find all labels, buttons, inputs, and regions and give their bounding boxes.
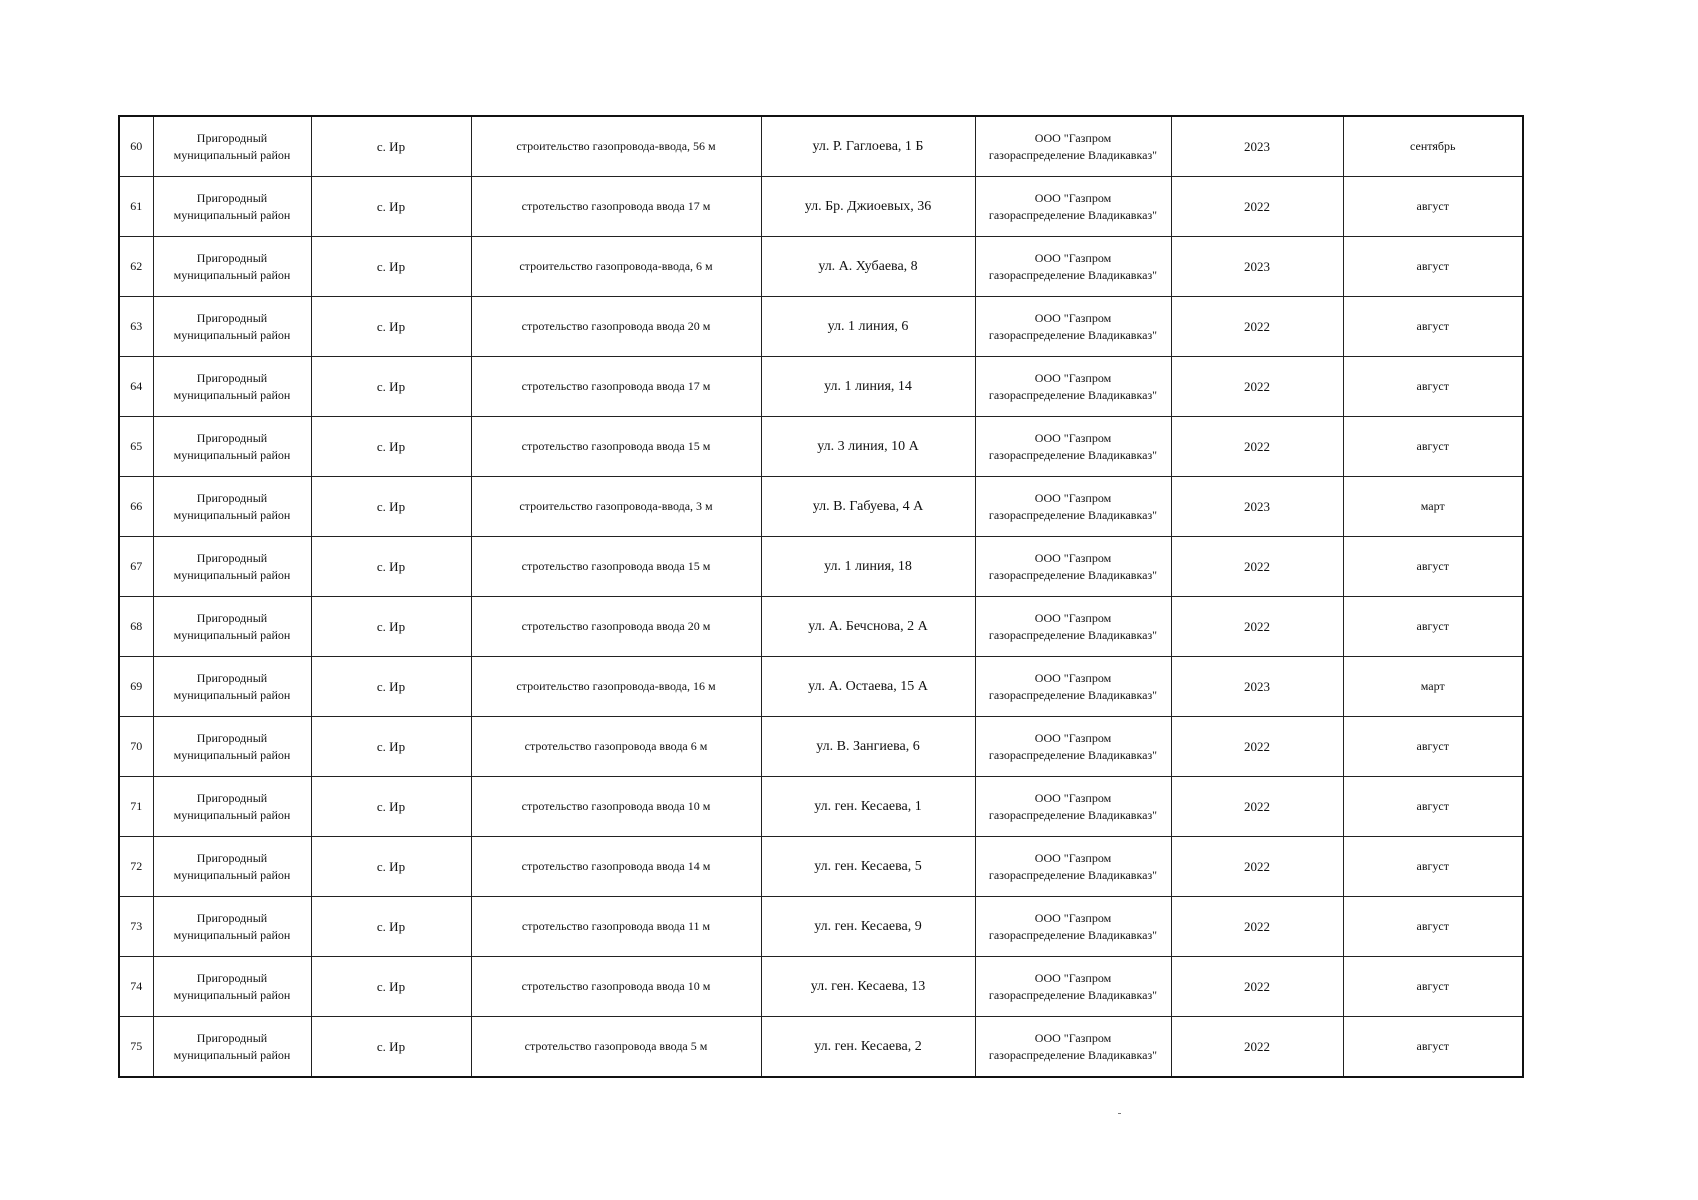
district-line-2: муниципальный район bbox=[173, 687, 291, 702]
district-cell bbox=[153, 116, 311, 177]
table-row bbox=[119, 957, 1523, 1017]
village-cell: с. Ир bbox=[311, 957, 471, 1017]
year-cell: 2022 bbox=[1171, 357, 1343, 417]
organization-cell bbox=[975, 837, 1171, 897]
district-cell bbox=[153, 897, 311, 957]
month-cell: сентябрь bbox=[1343, 116, 1523, 177]
month-cell: август bbox=[1343, 1017, 1523, 1078]
organization-line-1: ООО "Газпром bbox=[1034, 310, 1112, 325]
organization-line-1: ООО "Газпром bbox=[1034, 790, 1112, 805]
district-cell bbox=[153, 477, 311, 537]
organization-cell bbox=[975, 1017, 1171, 1078]
address-cell: ул. ген. Кесаева, 5 bbox=[761, 837, 975, 897]
district-cell bbox=[153, 837, 311, 897]
district-line-2: муниципальный район bbox=[173, 207, 291, 222]
district-line-1: Пригородный bbox=[196, 490, 268, 505]
table-row bbox=[119, 717, 1523, 777]
district-cell bbox=[153, 717, 311, 777]
month-cell: август bbox=[1343, 837, 1523, 897]
organization-line-2: газораспределение Владикавказ" bbox=[988, 927, 1158, 942]
organization-line-2: газораспределение Владикавказ" bbox=[988, 567, 1158, 582]
address-cell: ул. В. Габуева, 4 А bbox=[761, 477, 975, 537]
district-line-1: Пригородный bbox=[196, 130, 268, 145]
district-cell bbox=[153, 177, 311, 237]
row-number: 67 bbox=[119, 537, 153, 597]
organization-line-2: газораспределение Владикавказ" bbox=[988, 807, 1158, 822]
organization-line-2: газораспределение Владикавказ" bbox=[988, 207, 1158, 222]
row-number: 64 bbox=[119, 357, 153, 417]
district-line-2: муниципальный район bbox=[173, 327, 291, 342]
organization-cell bbox=[975, 597, 1171, 657]
row-number: 75 bbox=[119, 1017, 153, 1078]
district-line-2: муниципальный район bbox=[173, 627, 291, 642]
year-cell: 2022 bbox=[1171, 537, 1343, 597]
row-number: 72 bbox=[119, 837, 153, 897]
address-cell: ул. А. Бечснова, 2 А bbox=[761, 597, 975, 657]
work-description-cell: строительство газопровода-ввода, 6 м bbox=[471, 237, 761, 297]
work-description-cell: стротельство газопровода ввода 17 м bbox=[471, 357, 761, 417]
month-cell: август bbox=[1343, 417, 1523, 477]
month-cell: август bbox=[1343, 237, 1523, 297]
year-cell: 2022 bbox=[1171, 1017, 1343, 1078]
table-row bbox=[119, 537, 1523, 597]
district-line-2: муниципальный район bbox=[173, 447, 291, 462]
address-cell: ул. 3 линия, 10 А bbox=[761, 417, 975, 477]
work-description-cell: стротельство газопровода ввода 15 м bbox=[471, 537, 761, 597]
work-description-cell: стротельство газопровода ввода 11 м bbox=[471, 897, 761, 957]
table-row bbox=[119, 477, 1523, 537]
table-row bbox=[119, 357, 1523, 417]
address-cell: ул. 1 линия, 14 bbox=[761, 357, 975, 417]
district-cell bbox=[153, 657, 311, 717]
address-cell: ул. ген. Кесаева, 1 bbox=[761, 777, 975, 837]
organization-line-2: газораспределение Владикавказ" bbox=[988, 447, 1158, 462]
district-cell bbox=[153, 237, 311, 297]
district-line-1: Пригородный bbox=[196, 550, 268, 565]
district-line-2: муниципальный район bbox=[173, 807, 291, 822]
table-row bbox=[119, 837, 1523, 897]
district-line-1: Пригородный bbox=[196, 670, 268, 685]
organization-line-1: ООО "Газпром bbox=[1034, 850, 1112, 865]
district-cell bbox=[153, 357, 311, 417]
month-cell: август bbox=[1343, 537, 1523, 597]
district-line-1: Пригородный bbox=[196, 430, 268, 445]
district-line-2: муниципальный район bbox=[173, 387, 291, 402]
village-cell: с. Ир bbox=[311, 837, 471, 897]
row-number: 61 bbox=[119, 177, 153, 237]
district-line-2: муниципальный район bbox=[173, 567, 291, 582]
month-cell: август bbox=[1343, 357, 1523, 417]
work-description-cell: строительство газопровода-ввода, 56 м bbox=[471, 116, 761, 177]
organization-cell bbox=[975, 897, 1171, 957]
district-line-2: муниципальный район bbox=[173, 1047, 291, 1062]
district-line-1: Пригородный bbox=[196, 730, 268, 745]
month-cell: август bbox=[1343, 597, 1523, 657]
month-cell: август bbox=[1343, 777, 1523, 837]
organization-cell bbox=[975, 537, 1171, 597]
district-line-2: муниципальный район bbox=[173, 147, 291, 162]
address-cell: ул. А. Хубаева, 8 bbox=[761, 237, 975, 297]
district-line-1: Пригородный bbox=[196, 850, 268, 865]
work-description-cell: строительство газопровода-ввода, 16 м bbox=[471, 657, 761, 717]
district-line-2: муниципальный район bbox=[173, 987, 291, 1002]
organization-line-1: ООО "Газпром bbox=[1034, 1030, 1112, 1045]
organization-line-1: ООО "Газпром bbox=[1034, 910, 1112, 925]
district-line-1: Пригородный bbox=[196, 370, 268, 385]
village-cell: с. Ир bbox=[311, 177, 471, 237]
work-description-cell: стротельство газопровода ввода 6 м bbox=[471, 717, 761, 777]
table-row bbox=[119, 657, 1523, 717]
district-cell bbox=[153, 537, 311, 597]
year-cell: 2022 bbox=[1171, 177, 1343, 237]
address-cell: ул. Р. Гаглоева, 1 Б bbox=[761, 116, 975, 177]
row-number: 66 bbox=[119, 477, 153, 537]
row-number: 65 bbox=[119, 417, 153, 477]
address-cell: ул. А. Остаева, 15 А bbox=[761, 657, 975, 717]
table-row bbox=[119, 417, 1523, 477]
organization-line-2: газораспределение Владикавказ" bbox=[988, 327, 1158, 342]
year-cell: 2023 bbox=[1171, 477, 1343, 537]
table-row bbox=[119, 297, 1523, 357]
village-cell: с. Ир bbox=[311, 777, 471, 837]
village-cell: с. Ир bbox=[311, 116, 471, 177]
village-cell: с. Ир bbox=[311, 237, 471, 297]
district-cell bbox=[153, 297, 311, 357]
organization-line-2: газораспределение Владикавказ" bbox=[988, 627, 1158, 642]
month-cell: март bbox=[1343, 657, 1523, 717]
district-line-1: Пригородный bbox=[196, 610, 268, 625]
district-cell bbox=[153, 597, 311, 657]
organization-line-1: ООО "Газпром bbox=[1034, 190, 1112, 205]
village-cell: с. Ир bbox=[311, 597, 471, 657]
organization-line-1: ООО "Газпром bbox=[1034, 430, 1112, 445]
organization-cell bbox=[975, 297, 1171, 357]
row-number: 71 bbox=[119, 777, 153, 837]
organization-line-2: газораспределение Владикавказ" bbox=[988, 267, 1158, 282]
address-cell: ул. ген. Кесаева, 2 bbox=[761, 1017, 975, 1078]
district-line-2: муниципальный район bbox=[173, 867, 291, 882]
work-description-cell: стротельство газопровода ввода 10 м bbox=[471, 777, 761, 837]
organization-cell bbox=[975, 357, 1171, 417]
address-cell: ул. 1 линия, 18 bbox=[761, 537, 975, 597]
month-cell: август bbox=[1343, 957, 1523, 1017]
organization-line-1: ООО "Газпром bbox=[1034, 970, 1112, 985]
scan-speck bbox=[1118, 1113, 1121, 1114]
year-cell: 2022 bbox=[1171, 417, 1343, 477]
month-cell: март bbox=[1343, 477, 1523, 537]
organization-line-1: ООО "Газпром bbox=[1034, 130, 1112, 145]
year-cell: 2022 bbox=[1171, 957, 1343, 1017]
address-cell: ул. ген. Кесаева, 13 bbox=[761, 957, 975, 1017]
organization-cell bbox=[975, 657, 1171, 717]
month-cell: август bbox=[1343, 897, 1523, 957]
village-cell: с. Ир bbox=[311, 897, 471, 957]
district-line-2: муниципальный район bbox=[173, 267, 291, 282]
organization-line-2: газораспределение Владикавказ" bbox=[988, 147, 1158, 162]
organization-line-2: газораспределение Владикавказ" bbox=[988, 507, 1158, 522]
year-cell: 2023 bbox=[1171, 657, 1343, 717]
table-row bbox=[119, 1017, 1523, 1078]
village-cell: с. Ир bbox=[311, 417, 471, 477]
row-number: 60 bbox=[119, 116, 153, 177]
address-cell: ул. ген. Кесаева, 9 bbox=[761, 897, 975, 957]
table-row bbox=[119, 777, 1523, 837]
work-description-cell: строительство газопровода-ввода, 3 м bbox=[471, 477, 761, 537]
work-description-cell: стротельство газопровода ввода 17 м bbox=[471, 177, 761, 237]
district-line-1: Пригородный bbox=[196, 250, 268, 265]
organization-cell bbox=[975, 957, 1171, 1017]
row-number: 68 bbox=[119, 597, 153, 657]
organization-cell bbox=[975, 116, 1171, 177]
work-description-cell: стротельство газопровода ввода 14 м bbox=[471, 837, 761, 897]
table-row bbox=[119, 897, 1523, 957]
year-cell: 2023 bbox=[1171, 237, 1343, 297]
district-line-2: муниципальный район bbox=[173, 927, 291, 942]
district-cell bbox=[153, 1017, 311, 1078]
organization-cell bbox=[975, 237, 1171, 297]
month-cell: август bbox=[1343, 717, 1523, 777]
village-cell: с. Ир bbox=[311, 537, 471, 597]
year-cell: 2022 bbox=[1171, 717, 1343, 777]
organization-line-1: ООО "Газпром bbox=[1034, 730, 1112, 745]
organization-line-2: газораспределение Владикавказ" bbox=[988, 687, 1158, 702]
work-description-cell: стротельство газопровода ввода 10 м bbox=[471, 957, 761, 1017]
work-description-cell: стротельство газопровода ввода 20 м bbox=[471, 597, 761, 657]
table-row bbox=[119, 597, 1523, 657]
year-cell: 2023 bbox=[1171, 116, 1343, 177]
year-cell: 2022 bbox=[1171, 297, 1343, 357]
work-description-cell: стротельство газопровода ввода 20 м bbox=[471, 297, 761, 357]
address-cell: ул. 1 линия, 6 bbox=[761, 297, 975, 357]
organization-line-1: ООО "Газпром bbox=[1034, 490, 1112, 505]
district-line-2: муниципальный район bbox=[173, 507, 291, 522]
district-line-2: муниципальный район bbox=[173, 747, 291, 762]
row-number: 69 bbox=[119, 657, 153, 717]
organization-line-2: газораспределение Владикавказ" bbox=[988, 387, 1158, 402]
district-line-1: Пригородный bbox=[196, 1030, 268, 1045]
organization-line-1: ООО "Газпром bbox=[1034, 550, 1112, 565]
district-line-1: Пригородный bbox=[196, 910, 268, 925]
row-number: 73 bbox=[119, 897, 153, 957]
organization-line-1: ООО "Газпром bbox=[1034, 250, 1112, 265]
organization-cell bbox=[975, 717, 1171, 777]
work-description-cell: стротельство газопровода ввода 15 м bbox=[471, 417, 761, 477]
organization-cell bbox=[975, 477, 1171, 537]
gas-pipeline-schedule-table bbox=[118, 115, 1524, 1078]
district-line-1: Пригородный bbox=[196, 970, 268, 985]
table-row bbox=[119, 116, 1523, 177]
organization-line-1: ООО "Газпром bbox=[1034, 610, 1112, 625]
district-cell bbox=[153, 417, 311, 477]
year-cell: 2022 bbox=[1171, 597, 1343, 657]
table-row bbox=[119, 237, 1523, 297]
table-body bbox=[119, 116, 1523, 1077]
organization-line-2: газораспределение Владикавказ" bbox=[988, 1047, 1158, 1062]
row-number: 62 bbox=[119, 237, 153, 297]
organization-line-2: газораспределение Владикавказ" bbox=[988, 747, 1158, 762]
village-cell: с. Ир bbox=[311, 297, 471, 357]
organization-cell bbox=[975, 417, 1171, 477]
district-line-1: Пригородный bbox=[196, 310, 268, 325]
address-cell: ул. Бр. Джиоевых, 36 bbox=[761, 177, 975, 237]
row-number: 63 bbox=[119, 297, 153, 357]
organization-line-1: ООО "Газпром bbox=[1034, 670, 1112, 685]
month-cell: август bbox=[1343, 177, 1523, 237]
district-line-1: Пригородный bbox=[196, 190, 268, 205]
village-cell: с. Ир bbox=[311, 477, 471, 537]
organization-cell bbox=[975, 177, 1171, 237]
address-cell: ул. В. Зангиева, 6 bbox=[761, 717, 975, 777]
year-cell: 2022 bbox=[1171, 837, 1343, 897]
table-row bbox=[119, 177, 1523, 237]
month-cell: август bbox=[1343, 297, 1523, 357]
year-cell: 2022 bbox=[1171, 897, 1343, 957]
year-cell: 2022 bbox=[1171, 777, 1343, 837]
village-cell: с. Ир bbox=[311, 1017, 471, 1078]
village-cell: с. Ир bbox=[311, 357, 471, 417]
village-cell: с. Ир bbox=[311, 717, 471, 777]
row-number: 70 bbox=[119, 717, 153, 777]
district-cell bbox=[153, 957, 311, 1017]
organization-line-2: газораспределение Владикавказ" bbox=[988, 987, 1158, 1002]
organization-cell bbox=[975, 777, 1171, 837]
work-description-cell: стротельство газопровода ввода 5 м bbox=[471, 1017, 761, 1078]
row-number: 74 bbox=[119, 957, 153, 1017]
district-cell bbox=[153, 777, 311, 837]
village-cell: с. Ир bbox=[311, 657, 471, 717]
district-line-1: Пригородный bbox=[196, 790, 268, 805]
organization-line-2: газораспределение Владикавказ" bbox=[988, 867, 1158, 882]
organization-line-1: ООО "Газпром bbox=[1034, 370, 1112, 385]
